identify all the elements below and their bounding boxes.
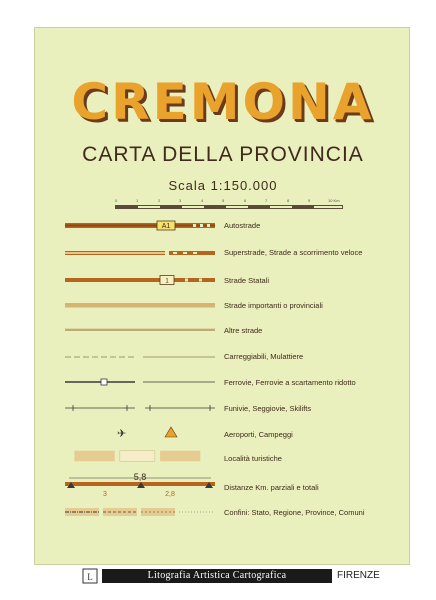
publisher-name: Litografia Artistica Cartografica <box>102 569 332 583</box>
scale-bar <box>115 205 343 209</box>
carreggiabili-symbol <box>65 350 215 364</box>
airport-icon: ✈ <box>117 428 127 439</box>
legend-localita: Località turistiche <box>224 454 282 463</box>
scale-tick: 4 <box>201 198 204 203</box>
distance-part-2: 2,8 <box>165 491 175 498</box>
legend-confini: Confini: Stato, Regione, Province, Comuni <box>224 508 365 517</box>
statale-symbol <box>65 273 215 287</box>
scale-tick: 5 <box>222 198 225 203</box>
scale-tick: 2 <box>158 198 161 203</box>
funivie-symbol <box>65 401 215 415</box>
campsite-icon <box>165 427 177 437</box>
legend-altre: Altre strade <box>224 326 263 335</box>
publisher-footer <box>34 566 410 588</box>
superstrada-symbol <box>65 246 215 260</box>
legend-funivie: Funivie, Seggiovie, Skilifts <box>224 404 312 413</box>
legend-distanze: Distanze Km. parziali e totali <box>224 483 319 492</box>
svg-text:L: L <box>87 572 93 582</box>
scale-tick: 7 <box>265 198 268 203</box>
legend-statali: Strade Statali <box>224 276 270 285</box>
legend-ferrovie: Ferrovie, Ferrovie a scartamento ridotto <box>224 378 356 387</box>
autostrada-symbol <box>65 218 215 232</box>
distance-part-1: 3 <box>103 491 107 498</box>
scale-tick: 6 <box>244 198 247 203</box>
distanze-symbol <box>65 470 215 498</box>
altre-strade-symbol <box>65 323 215 337</box>
scale-tick: 1 <box>136 198 139 203</box>
scale-label: Scala 1:150.000 <box>168 178 278 193</box>
confini-symbol <box>65 505 215 519</box>
map-cover <box>34 27 410 565</box>
scale-tick: 0 <box>115 198 118 203</box>
scale-tick: 10 Km <box>328 198 340 203</box>
ferrovie-symbol <box>65 375 215 389</box>
aeroporti-symbol <box>65 425 215 439</box>
statale-shield-text: 1 <box>165 278 169 285</box>
localita-symbol <box>65 449 215 463</box>
scale-tick: 3 <box>179 198 182 203</box>
legend-provinciali: Strade importanti o provinciali <box>224 301 323 310</box>
legend-autostrade: Autostrade <box>224 221 261 230</box>
legend-carreggiabili: Carreggiabili, Mulattiere <box>224 352 304 361</box>
map-title: CREMONA <box>71 73 375 131</box>
autostrada-shield-text: A1 <box>161 223 171 230</box>
distance-total: 5,8 <box>133 472 147 482</box>
map-subtitle: CARTA DELLA PROVINCIA <box>82 143 364 166</box>
legend-aeroporti: Aeroporti, Campeggi <box>224 430 293 439</box>
provinciale-symbol <box>65 298 215 312</box>
scale-tick: 8 <box>287 198 290 203</box>
publisher-city: FIRENZE <box>337 570 380 581</box>
publisher-logo-icon <box>82 568 98 584</box>
legend-superstrade: Superstrade, Strade a scorrimento veloce <box>224 248 363 257</box>
scale-tick: 9 <box>308 198 311 203</box>
